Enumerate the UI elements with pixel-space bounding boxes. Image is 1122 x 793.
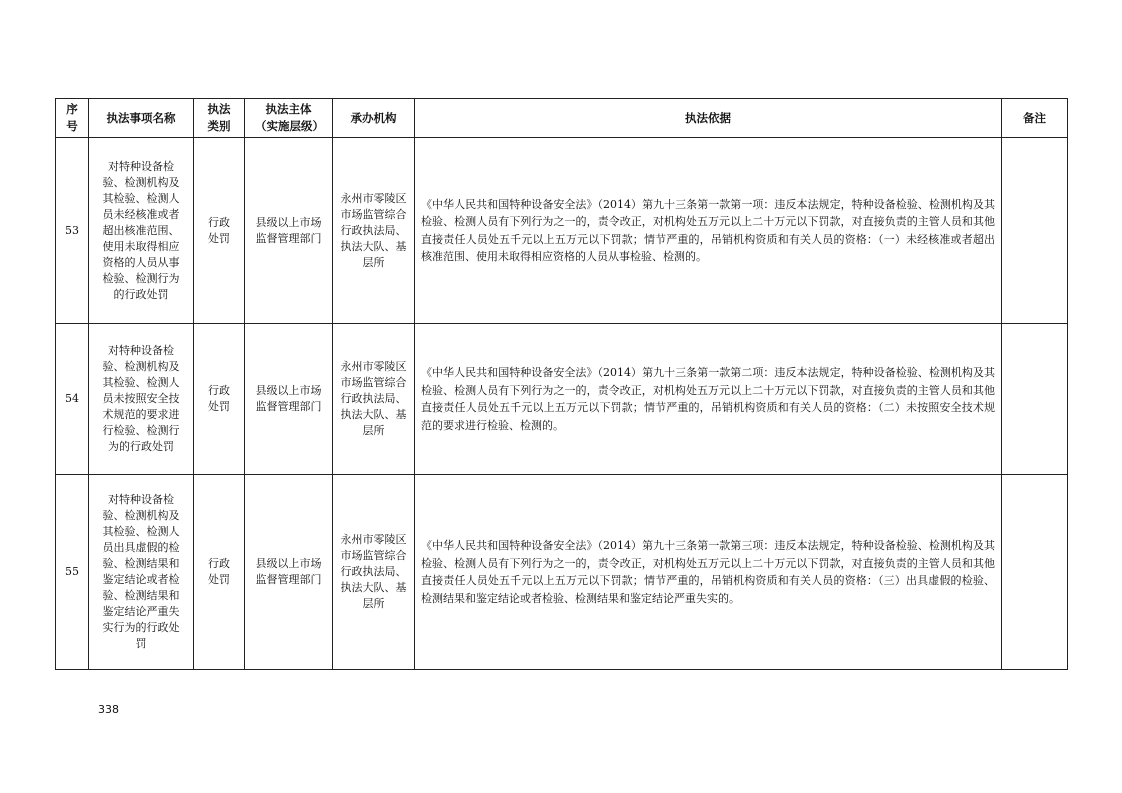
table-header-row [56,99,1068,138]
page-number: 338 [98,703,119,716]
header-basis: 执法依据 [415,99,1002,138]
table-row [56,475,1068,670]
header-name: 执法事项名称 [89,99,194,138]
cell-basis: 《中华人民共和国特种设备安全法》（2014）第九十三条第一款第二项：违反本法规定，特种设备检验、检测机构及其检验、检测人员有下列行为之一的，责令改正，对机构处五万元以上二十万元以下罚款，对直接负责的主管人员和其他直接责任人员处五千元以上五万元以下罚款；情节严重的，吊销机构资质和有关人员的资格：（二）未按照安全技术规范的要求进行检验、检测的。 [415,324,1002,475]
cell-subject: 县级以上市场监督管理部门 [245,324,333,475]
enforcement-table [55,98,1068,670]
cell-index: 55 [56,475,89,670]
cell-name: 对特种设备检验、检测机构及其检验、检测人员出具虚假的检验、检测结果和鉴定结论或者检验、检测结果和鉴定结论严重失实行为的行政处罚 [89,475,194,670]
cell-basis: 《中华人民共和国特种设备安全法》（2014）第九十三条第一款第一项：违反本法规定，特种设备检验、检测机构及其检验、检测人员有下列行为之一的，责令改正，对机构处五万元以上二十万元以下罚款，对直接负责的主管人员和其他直接责任人员处五千元以上五万元以下罚款；情节严重的，吊销机构资质和有关人员的资格：（一）未经核准或者超出核准范围、使用未取得相应资格的人员从事检验、检测的。 [415,138,1002,324]
cell-name: 对特种设备检验、检测机构及其检验、检测人员未经核准或者超出核准范围、使用未取得相应资格的人员从事检验、检测行为的行政处罚 [89,138,194,324]
header-subject: 执法主体（实施层级） [245,99,333,138]
cell-category: 行政处罚 [194,475,245,670]
cell-category: 行政处罚 [194,324,245,475]
header-index: 序号 [56,99,89,138]
cell-category: 行政处罚 [194,138,245,324]
cell-name: 对特种设备检验、检测机构及其检验、检测人员未按照安全技术规范的要求进行检验、检测行为的行政处罚 [89,324,194,475]
cell-agency: 永州市零陵区市场监管综合行政执法局、执法大队、基层所 [333,324,415,475]
cell-index: 53 [56,138,89,324]
table-row [56,138,1068,324]
cell-subject: 县级以上市场监督管理部门 [245,138,333,324]
table-row [56,324,1068,475]
cell-index: 54 [56,324,89,475]
header-agency: 承办机构 [333,99,415,138]
cell-agency: 永州市零陵区市场监管综合行政执法局、执法大队、基层所 [333,138,415,324]
cell-basis: 《中华人民共和国特种设备安全法》（2014）第九十三条第一款第三项：违反本法规定，特种设备检验、检测机构及其检验、检测人员有下列行为之一的，责令改正，对机构处五万元以上二十万元以下罚款，对直接负责的主管人员和其他直接责任人员处五千元以上五万元以下罚款；情节严重的，吊销机构资质和有关人员的资格：（三）出具虚假的检验、检测结果和鉴定结论或者检验、检测结果和鉴定结论严重失实的。 [415,475,1002,670]
cell-remarks [1002,138,1068,324]
cell-remarks [1002,475,1068,670]
header-remarks: 备注 [1002,99,1068,138]
cell-subject: 县级以上市场监督管理部门 [245,475,333,670]
header-category: 执法类别 [194,99,245,138]
cell-agency: 永州市零陵区市场监管综合行政执法局、执法大队、基层所 [333,475,415,670]
cell-remarks [1002,324,1068,475]
